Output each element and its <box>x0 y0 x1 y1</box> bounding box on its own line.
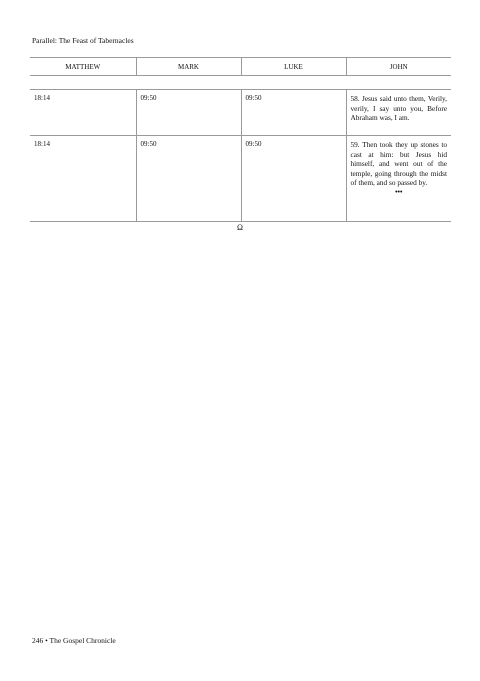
continuation-mark: ••• <box>395 187 403 196</box>
column-header-luke: LUKE <box>241 58 346 76</box>
verse-text: 58. Jesus said unto them, Verily, verily, I say unto you, Before Abraham was, I am. <box>350 94 447 123</box>
page-footer: 246 • The Gospel Chronicle <box>32 636 116 645</box>
header-row <box>30 58 451 76</box>
column-header-matthew: MATTHEW <box>30 58 136 76</box>
mark-ref: 09:50 <box>136 136 241 222</box>
running-head: Parallel: The Feast of Tabernacles <box>32 36 134 45</box>
john-verse <box>346 90 451 136</box>
table-row <box>30 90 451 136</box>
mark-ref: 09:50 <box>136 90 241 136</box>
luke-ref: 09:50 <box>241 136 346 222</box>
verse-text: 59. Then took they up stones to cast at him: but Jesus hid himself, and went out of the temple, going through the midst of them, and so passed by. <box>350 140 447 188</box>
john-verse <box>346 136 451 222</box>
column-header-john: JOHN <box>346 58 451 76</box>
matthew-ref: 18:14 <box>30 90 136 136</box>
spacer-row <box>30 76 451 90</box>
column-header-mark: MARK <box>136 58 241 76</box>
end-mark: Ω <box>237 223 243 232</box>
luke-ref: 09:50 <box>241 90 346 136</box>
parallel-table <box>30 57 451 222</box>
table-row <box>30 136 451 222</box>
matthew-ref: 18:14 <box>30 136 136 222</box>
